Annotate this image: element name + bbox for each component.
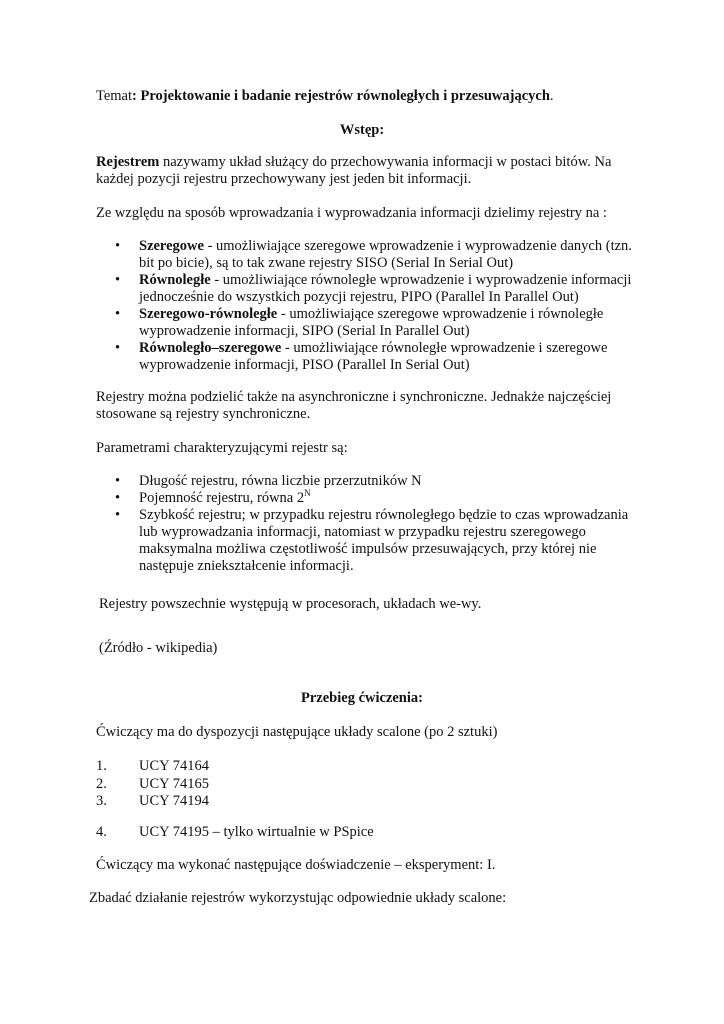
list-number: 1.	[96, 758, 107, 774]
list-item-term: Szeregowo-równoległe	[139, 306, 278, 322]
sync-paragraph-line-1: Rejestry można podzielić także na asynchroniczne i synchroniczne. Jednakże najczęściej	[96, 389, 612, 405]
param-speed-line-4: następuje zniekształcenie informacji.	[139, 558, 354, 574]
definition-term: Rejestrem	[96, 154, 160, 170]
usage-text: Rejestry powszechnie występują w procesorach, układach we-wy.	[99, 596, 482, 612]
list-number: 2.	[96, 776, 107, 792]
list-item	[139, 238, 632, 255]
list-item	[139, 340, 607, 357]
param-capacity	[139, 490, 311, 507]
definition-line-2: każdej pozycji rejestru przechowywany jest jeden bit informacji.	[96, 171, 472, 187]
bullet-icon: •	[115, 507, 121, 523]
param-speed-line-3: maksymalna możliwa częstotliwość impulsów przesuwających, przy której nie	[139, 541, 597, 557]
bullet-icon: •	[115, 238, 121, 254]
course-heading: Przebieg ćwiczenia:	[301, 690, 423, 706]
list-item-text: - umożliwiające równoległe wprowadzenie i szeregowe	[281, 340, 608, 356]
params-intro: Parametrami charakteryzującymi rejestr są:	[96, 440, 348, 456]
bullet-icon: •	[115, 340, 121, 356]
list-item-continuation: jednocześnie do wszystkich pozycji rejestru, PIPO (Parallel In Parallel Out)	[139, 289, 579, 305]
list-item-continuation: bit po bicie), są to tak zwane rejestry SISO (Serial In Serial Out)	[139, 255, 514, 271]
sync-paragraph-line-2: stosowane są rejestry synchroniczne.	[96, 406, 311, 422]
list-item-term: Równoległe	[139, 272, 211, 288]
list-item-term: Równoległo–szeregowe	[139, 340, 282, 356]
list-item-term: Szeregowe	[139, 238, 204, 254]
source-note: (Źródło - wikipedia)	[99, 640, 218, 656]
list-number: 4.	[96, 824, 107, 840]
bullet-icon: •	[115, 473, 121, 489]
definition-text: nazywamy układ służący do przechowywania informacji w postaci bitów. Na	[159, 154, 612, 170]
component-item: UCY 74195 – tylko wirtualnie w PSpice	[139, 824, 374, 840]
topic-line	[96, 88, 554, 105]
list-item-text: - umożliwiające szeregowe wprowadzenie i wyprowadzenie danych (tzn.	[203, 238, 632, 254]
list-item-continuation: wyprowadzenie informacji, SIPO (Serial In Parallel Out)	[139, 323, 470, 339]
definition-line-1	[96, 154, 611, 171]
component-item: UCY 74194	[139, 793, 209, 809]
topic-prefix: Temat	[96, 88, 133, 104]
topic-title: : Projektowanie i badanie rejestrów równoległych i przesuwających	[132, 88, 550, 104]
param-capacity-exponent: N	[304, 488, 311, 498]
task-text: Zbadać działanie rejestrów wykorzystując odpowiednie układy scalone:	[89, 890, 507, 906]
list-item-text: - umożliwiające szeregowe wprowadzenie i równoległe	[277, 306, 604, 322]
list-item-text: - umożliwiające równoległe wprowadzenie i wyprowadzenie informacji	[210, 272, 632, 288]
topic-end: .	[549, 88, 554, 104]
experiment-text: Ćwiczący ma wykonać następujące doświadczenie – eksperyment: I.	[96, 857, 496, 873]
component-item: UCY 74165	[139, 776, 209, 792]
param-speed-line-1: Szybkość rejestru; w przypadku rejestru równoległego będzie to czas wprowadzania	[139, 507, 629, 523]
bullet-icon: •	[115, 490, 121, 506]
param-length: Długość rejestru, równa liczbie przerzutników N	[139, 473, 422, 489]
list-item-continuation: wyprowadzenie informacji, PISO (Parallel In Serial Out)	[139, 357, 470, 373]
components-intro: Ćwiczący ma do dyspozycji następujące układy scalone (po 2 sztuki)	[96, 724, 498, 740]
bullet-icon: •	[115, 306, 121, 322]
component-item: UCY 74164	[139, 758, 209, 774]
bullet-icon: •	[115, 272, 121, 288]
intro-heading: Wstęp:	[339, 122, 385, 138]
param-capacity-text: Pojemność rejestru, równa 2	[139, 490, 305, 506]
list-item	[139, 272, 631, 289]
list-item	[139, 306, 603, 323]
list-number: 3.	[96, 793, 107, 809]
param-speed-line-2: lub wyprowadzania informacji, natomiast w przypadku rejestru szeregowego	[139, 524, 586, 540]
division-intro: Ze względu na sposób wprowadzania i wyprowadzania informacji dzielimy rejestry na :	[96, 205, 607, 221]
